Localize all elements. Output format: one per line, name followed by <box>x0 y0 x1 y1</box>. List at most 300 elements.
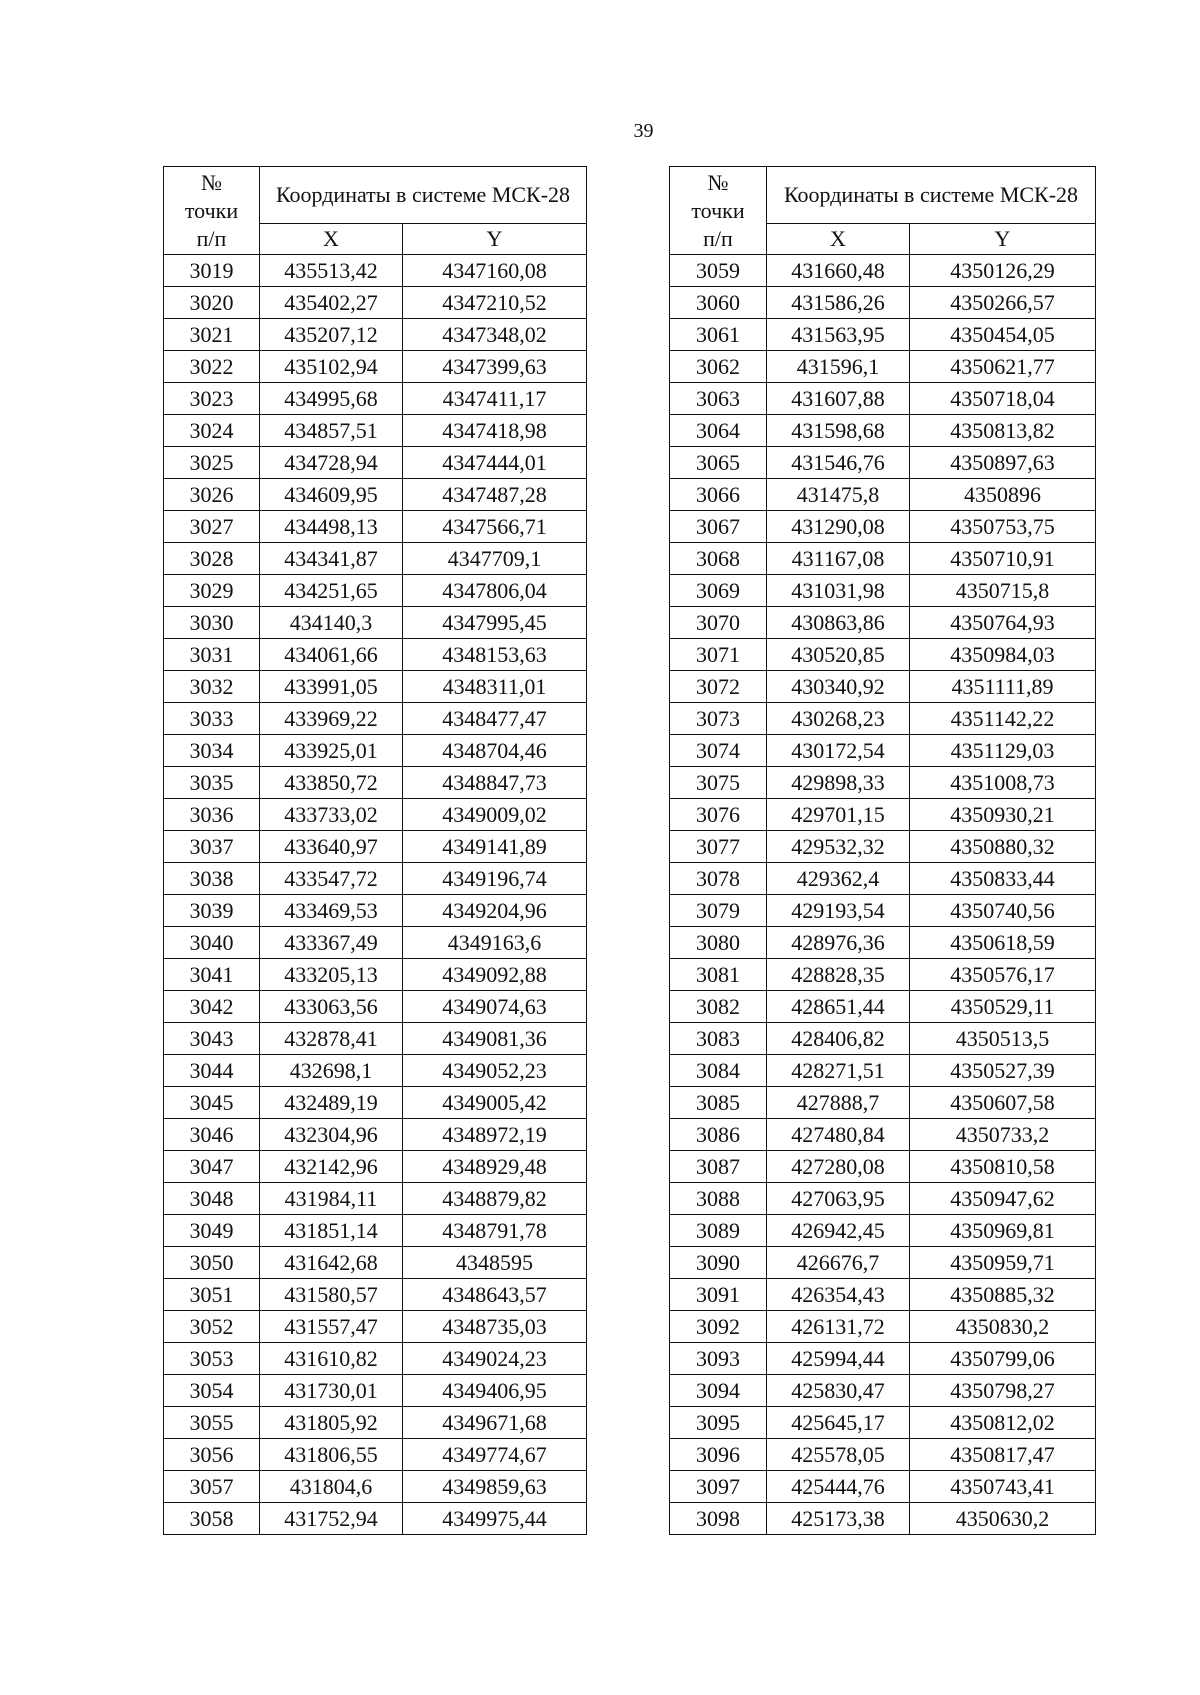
x-coordinate-cell: 433469,53 <box>260 895 403 927</box>
table-row <box>670 1343 1096 1375</box>
table-row <box>164 703 587 735</box>
table-row <box>670 415 1096 447</box>
point-number-cell: 3071 <box>670 639 767 671</box>
table-row <box>670 1183 1096 1215</box>
x-coordinate-cell: 431805,92 <box>260 1407 403 1439</box>
table-row <box>670 767 1096 799</box>
point-number-cell: 3090 <box>670 1247 767 1279</box>
x-coordinate-cell: 431660,48 <box>767 255 910 287</box>
table-row <box>670 1279 1096 1311</box>
point-number-cell: 3062 <box>670 351 767 383</box>
point-number-cell: 3042 <box>164 991 260 1023</box>
point-number-cell: 3026 <box>164 479 260 511</box>
x-coordinate-cell: 434140,3 <box>260 607 403 639</box>
x-coordinate-cell: 431752,94 <box>260 1503 403 1535</box>
x-coordinate-cell: 432142,96 <box>260 1151 403 1183</box>
x-coordinate-cell: 431167,08 <box>767 543 910 575</box>
point-number-cell: 3073 <box>670 703 767 735</box>
y-coordinate-cell: 4350812,02 <box>910 1407 1096 1439</box>
point-number-cell: 3035 <box>164 767 260 799</box>
point-number-cell: 3068 <box>670 543 767 575</box>
point-number-cell: 3047 <box>164 1151 260 1183</box>
y-coordinate-cell: 4350718,04 <box>910 383 1096 415</box>
point-number-cell: 3095 <box>670 1407 767 1439</box>
y-coordinate-cell: 4348704,46 <box>403 735 587 767</box>
x-coordinate-cell: 432304,96 <box>260 1119 403 1151</box>
x-coordinate-cell: 426131,72 <box>767 1311 910 1343</box>
table-row <box>164 1471 587 1503</box>
x-coordinate-cell: 433850,72 <box>260 767 403 799</box>
point-number-cell: 3025 <box>164 447 260 479</box>
y-coordinate-cell: 4350126,29 <box>910 255 1096 287</box>
x-coordinate-cell: 429193,54 <box>767 895 910 927</box>
y-coordinate-cell: 4350833,44 <box>910 863 1096 895</box>
header-num-word: точки <box>691 197 745 223</box>
point-number-cell: 3092 <box>670 1311 767 1343</box>
x-coordinate-cell: 431730,01 <box>260 1375 403 1407</box>
x-coordinate-cell: 425830,47 <box>767 1375 910 1407</box>
table-row <box>164 383 587 415</box>
point-number-cell: 3028 <box>164 543 260 575</box>
y-coordinate-cell: 4350799,06 <box>910 1343 1096 1375</box>
x-coordinate-cell: 433063,56 <box>260 991 403 1023</box>
y-coordinate-cell: 4350984,03 <box>910 639 1096 671</box>
point-number-cell: 3070 <box>670 607 767 639</box>
x-coordinate-cell: 431290,08 <box>767 511 910 543</box>
y-coordinate-cell: 4350607,58 <box>910 1087 1096 1119</box>
table-row <box>670 799 1096 831</box>
point-number-cell: 3057 <box>164 1471 260 1503</box>
x-coordinate-cell: 433547,72 <box>260 863 403 895</box>
y-coordinate-cell: 4347444,01 <box>403 447 587 479</box>
y-coordinate-cell: 4349196,74 <box>403 863 587 895</box>
y-coordinate-cell: 4350817,47 <box>910 1439 1096 1471</box>
table-row <box>670 1311 1096 1343</box>
table-row <box>164 735 587 767</box>
y-coordinate-cell: 4349009,02 <box>403 799 587 831</box>
point-number-cell: 3022 <box>164 351 260 383</box>
x-coordinate-cell: 425578,05 <box>767 1439 910 1471</box>
y-coordinate-cell: 4348879,82 <box>403 1183 587 1215</box>
x-coordinate-cell: 435207,12 <box>260 319 403 351</box>
table-row <box>164 639 587 671</box>
y-coordinate-cell: 4347566,71 <box>403 511 587 543</box>
header-coordinates: Координаты в системе МСК-28 <box>767 167 1096 224</box>
y-coordinate-cell: 4349163,6 <box>403 927 587 959</box>
point-number-cell: 3059 <box>670 255 767 287</box>
header-coordinates: Координаты в системе МСК-28 <box>260 167 587 224</box>
point-number-cell: 3088 <box>670 1183 767 1215</box>
y-coordinate-cell: 4350454,05 <box>910 319 1096 351</box>
table-row <box>164 1375 587 1407</box>
header-point-number <box>670 167 767 255</box>
point-number-cell: 3040 <box>164 927 260 959</box>
point-number-cell: 3051 <box>164 1279 260 1311</box>
y-coordinate-cell: 4349081,36 <box>403 1023 587 1055</box>
x-coordinate-cell: 430172,54 <box>767 735 910 767</box>
point-number-cell: 3084 <box>670 1055 767 1087</box>
point-number-cell: 3094 <box>670 1375 767 1407</box>
x-coordinate-cell: 431580,57 <box>260 1279 403 1311</box>
header-y: Y <box>403 224 587 255</box>
y-coordinate-cell: 4349859,63 <box>403 1471 587 1503</box>
point-number-cell: 3024 <box>164 415 260 447</box>
table-row <box>164 351 587 383</box>
table-row <box>164 287 587 319</box>
y-coordinate-cell: 4350959,71 <box>910 1247 1096 1279</box>
x-coordinate-cell: 427888,7 <box>767 1087 910 1119</box>
x-coordinate-cell: 428976,36 <box>767 927 910 959</box>
x-coordinate-cell: 433991,05 <box>260 671 403 703</box>
table-row <box>164 831 587 863</box>
y-coordinate-cell: 4350969,81 <box>910 1215 1096 1247</box>
y-coordinate-cell: 4350743,41 <box>910 1471 1096 1503</box>
point-number-cell: 3027 <box>164 511 260 543</box>
x-coordinate-cell: 428651,44 <box>767 991 910 1023</box>
point-number-cell: 3063 <box>670 383 767 415</box>
table-row <box>164 1407 587 1439</box>
x-coordinate-cell: 435102,94 <box>260 351 403 383</box>
y-coordinate-cell: 4350885,32 <box>910 1279 1096 1311</box>
y-coordinate-cell: 4347995,45 <box>403 607 587 639</box>
table-row <box>670 287 1096 319</box>
point-number-cell: 3050 <box>164 1247 260 1279</box>
table-row <box>164 1503 587 1535</box>
table-row <box>670 543 1096 575</box>
y-coordinate-cell: 4348791,78 <box>403 1215 587 1247</box>
point-number-cell: 3041 <box>164 959 260 991</box>
y-coordinate-cell: 4350733,2 <box>910 1119 1096 1151</box>
table-row <box>670 1151 1096 1183</box>
point-number-cell: 3078 <box>670 863 767 895</box>
point-number-cell: 3060 <box>670 287 767 319</box>
y-coordinate-cell: 4351008,73 <box>910 767 1096 799</box>
point-number-cell: 3044 <box>164 1055 260 1087</box>
table-row <box>164 1023 587 1055</box>
point-number-cell: 3098 <box>670 1503 767 1535</box>
table-row <box>670 1407 1096 1439</box>
x-coordinate-cell: 429532,32 <box>767 831 910 863</box>
x-coordinate-cell: 432698,1 <box>260 1055 403 1087</box>
x-coordinate-cell: 433640,97 <box>260 831 403 863</box>
point-number-cell: 3081 <box>670 959 767 991</box>
point-number-cell: 3039 <box>164 895 260 927</box>
y-coordinate-cell: 4348735,03 <box>403 1311 587 1343</box>
y-coordinate-cell: 4349406,95 <box>403 1375 587 1407</box>
table-row <box>670 447 1096 479</box>
table-row <box>670 511 1096 543</box>
table-row <box>164 1343 587 1375</box>
y-coordinate-cell: 4350798,27 <box>910 1375 1096 1407</box>
point-number-cell: 3053 <box>164 1343 260 1375</box>
x-coordinate-cell: 433925,01 <box>260 735 403 767</box>
point-number-cell: 3038 <box>164 863 260 895</box>
point-number-cell: 3043 <box>164 1023 260 1055</box>
point-number-cell: 3065 <box>670 447 767 479</box>
x-coordinate-cell: 430863,86 <box>767 607 910 639</box>
x-coordinate-cell: 432489,19 <box>260 1087 403 1119</box>
x-coordinate-cell: 430520,85 <box>767 639 910 671</box>
table-row <box>164 255 587 287</box>
point-number-cell: 3069 <box>670 575 767 607</box>
x-coordinate-cell: 425444,76 <box>767 1471 910 1503</box>
table-row <box>164 863 587 895</box>
header-point-number <box>164 167 260 255</box>
y-coordinate-cell: 4348643,57 <box>403 1279 587 1311</box>
y-coordinate-cell: 4348153,63 <box>403 639 587 671</box>
y-coordinate-cell: 4350513,5 <box>910 1023 1096 1055</box>
point-number-cell: 3091 <box>670 1279 767 1311</box>
x-coordinate-cell: 426942,45 <box>767 1215 910 1247</box>
table-row <box>670 1119 1096 1151</box>
x-coordinate-cell: 434061,66 <box>260 639 403 671</box>
y-coordinate-cell: 4350576,17 <box>910 959 1096 991</box>
y-coordinate-cell: 4350529,11 <box>910 991 1096 1023</box>
y-coordinate-cell: 4349092,88 <box>403 959 587 991</box>
table-row <box>670 927 1096 959</box>
table-row <box>670 671 1096 703</box>
point-number-cell: 3046 <box>164 1119 260 1151</box>
table-body-left <box>164 255 587 1535</box>
x-coordinate-cell: 431557,47 <box>260 1311 403 1343</box>
y-coordinate-cell: 4348929,48 <box>403 1151 587 1183</box>
x-coordinate-cell: 428271,51 <box>767 1055 910 1087</box>
y-coordinate-cell: 4349141,89 <box>403 831 587 863</box>
point-number-cell: 3096 <box>670 1439 767 1471</box>
x-coordinate-cell: 434498,13 <box>260 511 403 543</box>
header-num-word: точки <box>184 197 239 223</box>
table-row <box>164 511 587 543</box>
y-coordinate-cell: 4347399,63 <box>403 351 587 383</box>
x-coordinate-cell: 427063,95 <box>767 1183 910 1215</box>
x-coordinate-cell: 431607,88 <box>767 383 910 415</box>
table-row <box>164 1151 587 1183</box>
table-row <box>670 351 1096 383</box>
table-row <box>164 927 587 959</box>
x-coordinate-cell: 433367,49 <box>260 927 403 959</box>
x-coordinate-cell: 435513,42 <box>260 255 403 287</box>
x-coordinate-cell: 432878,41 <box>260 1023 403 1055</box>
point-number-cell: 3076 <box>670 799 767 831</box>
table-row <box>164 1439 587 1471</box>
x-coordinate-cell: 431031,98 <box>767 575 910 607</box>
header-num-abbrev: п/п <box>196 225 227 251</box>
y-coordinate-cell: 4350764,93 <box>910 607 1096 639</box>
table-row <box>164 991 587 1023</box>
y-coordinate-cell: 4347709,1 <box>403 543 587 575</box>
y-coordinate-cell: 4351142,22 <box>910 703 1096 735</box>
table-row <box>670 1087 1096 1119</box>
x-coordinate-cell: 431598,68 <box>767 415 910 447</box>
table-row <box>670 1439 1096 1471</box>
table-row <box>670 991 1096 1023</box>
y-coordinate-cell: 4349005,42 <box>403 1087 587 1119</box>
table-row <box>164 1119 587 1151</box>
y-coordinate-cell: 4351111,89 <box>910 671 1096 703</box>
table-row <box>164 607 587 639</box>
y-coordinate-cell: 4349074,63 <box>403 991 587 1023</box>
x-coordinate-cell: 430340,92 <box>767 671 910 703</box>
table-row <box>670 1375 1096 1407</box>
point-number-cell: 3034 <box>164 735 260 767</box>
table-row <box>164 415 587 447</box>
table-row <box>164 767 587 799</box>
y-coordinate-cell: 4348595 <box>403 1247 587 1279</box>
x-coordinate-cell: 431586,26 <box>767 287 910 319</box>
x-coordinate-cell: 426676,7 <box>767 1247 910 1279</box>
y-coordinate-cell: 4349774,67 <box>403 1439 587 1471</box>
header-num-abbrev: п/п <box>703 225 733 251</box>
y-coordinate-cell: 4350947,62 <box>910 1183 1096 1215</box>
table-row <box>670 639 1096 671</box>
x-coordinate-cell: 431596,1 <box>767 351 910 383</box>
x-coordinate-cell: 426354,43 <box>767 1279 910 1311</box>
y-coordinate-cell: 4350621,77 <box>910 351 1096 383</box>
y-coordinate-cell: 4349052,23 <box>403 1055 587 1087</box>
table-row <box>670 383 1096 415</box>
point-number-cell: 3031 <box>164 639 260 671</box>
table-body-right <box>670 255 1096 1535</box>
y-coordinate-cell: 4347487,28 <box>403 479 587 511</box>
y-coordinate-cell: 4347418,98 <box>403 415 587 447</box>
table-row <box>164 319 587 351</box>
x-coordinate-cell: 427280,08 <box>767 1151 910 1183</box>
y-coordinate-cell: 4349975,44 <box>403 1503 587 1535</box>
point-number-cell: 3079 <box>670 895 767 927</box>
x-coordinate-cell: 433969,22 <box>260 703 403 735</box>
y-coordinate-cell: 4347411,17 <box>403 383 587 415</box>
point-number-cell: 3020 <box>164 287 260 319</box>
point-number-cell: 3083 <box>670 1023 767 1055</box>
point-number-cell: 3089 <box>670 1215 767 1247</box>
table-row <box>670 1023 1096 1055</box>
x-coordinate-cell: 425645,17 <box>767 1407 910 1439</box>
y-coordinate-cell: 4350810,58 <box>910 1151 1096 1183</box>
x-coordinate-cell: 434995,68 <box>260 383 403 415</box>
table-row <box>164 479 587 511</box>
point-number-cell: 3085 <box>670 1087 767 1119</box>
table-row <box>670 1503 1096 1535</box>
x-coordinate-cell: 434341,87 <box>260 543 403 575</box>
x-coordinate-cell: 428406,82 <box>767 1023 910 1055</box>
table-row <box>164 1055 587 1087</box>
point-number-cell: 3019 <box>164 255 260 287</box>
x-coordinate-cell: 431806,55 <box>260 1439 403 1471</box>
y-coordinate-cell: 4350266,57 <box>910 287 1096 319</box>
table-row <box>670 575 1096 607</box>
point-number-cell: 3023 <box>164 383 260 415</box>
point-number-cell: 3075 <box>670 767 767 799</box>
point-number-cell: 3067 <box>670 511 767 543</box>
point-number-cell: 3052 <box>164 1311 260 1343</box>
y-coordinate-cell: 4348972,19 <box>403 1119 587 1151</box>
y-coordinate-cell: 4349204,96 <box>403 895 587 927</box>
table-row <box>670 1247 1096 1279</box>
table-row <box>164 447 587 479</box>
table-row <box>670 703 1096 735</box>
point-number-cell: 3055 <box>164 1407 260 1439</box>
header-x: X <box>260 224 403 255</box>
point-number-cell: 3032 <box>164 671 260 703</box>
x-coordinate-cell: 433733,02 <box>260 799 403 831</box>
table-row <box>164 575 587 607</box>
y-coordinate-cell: 4350930,21 <box>910 799 1096 831</box>
x-coordinate-cell: 428828,35 <box>767 959 910 991</box>
table-row <box>164 1247 587 1279</box>
point-number-cell: 3072 <box>670 671 767 703</box>
header-y: Y <box>910 224 1096 255</box>
y-coordinate-cell: 4350753,75 <box>910 511 1096 543</box>
table-row <box>164 543 587 575</box>
x-coordinate-cell: 431546,76 <box>767 447 910 479</box>
point-number-cell: 3045 <box>164 1087 260 1119</box>
table-row <box>670 1471 1096 1503</box>
y-coordinate-cell: 4350897,63 <box>910 447 1096 479</box>
table-row <box>670 863 1096 895</box>
y-coordinate-cell: 4350710,91 <box>910 543 1096 575</box>
table-row <box>670 831 1096 863</box>
table-row <box>670 1055 1096 1087</box>
y-coordinate-cell: 4350618,59 <box>910 927 1096 959</box>
point-number-cell: 3048 <box>164 1183 260 1215</box>
table-row <box>164 1311 587 1343</box>
point-number-cell: 3021 <box>164 319 260 351</box>
table-row <box>164 895 587 927</box>
table-row <box>670 959 1096 991</box>
y-coordinate-cell: 4350880,32 <box>910 831 1096 863</box>
x-coordinate-cell: 425173,38 <box>767 1503 910 1535</box>
y-coordinate-cell: 4350813,82 <box>910 415 1096 447</box>
point-number-cell: 3030 <box>164 607 260 639</box>
y-coordinate-cell: 4348847,73 <box>403 767 587 799</box>
coordinates-table-right <box>669 166 1096 1535</box>
x-coordinate-cell: 429362,4 <box>767 863 910 895</box>
point-number-cell: 3037 <box>164 831 260 863</box>
y-coordinate-cell: 4349671,68 <box>403 1407 587 1439</box>
y-coordinate-cell: 4351129,03 <box>910 735 1096 767</box>
y-coordinate-cell: 4348477,47 <box>403 703 587 735</box>
point-number-cell: 3097 <box>670 1471 767 1503</box>
table-row <box>164 1183 587 1215</box>
x-coordinate-cell: 429701,15 <box>767 799 910 831</box>
table-row <box>164 1087 587 1119</box>
point-number-cell: 3029 <box>164 575 260 607</box>
point-number-cell: 3093 <box>670 1343 767 1375</box>
x-coordinate-cell: 427480,84 <box>767 1119 910 1151</box>
y-coordinate-cell: 4350740,56 <box>910 895 1096 927</box>
coordinates-table-left <box>163 166 587 1535</box>
x-coordinate-cell: 434609,95 <box>260 479 403 511</box>
x-coordinate-cell: 431563,95 <box>767 319 910 351</box>
table-row <box>164 959 587 991</box>
x-coordinate-cell: 431475,8 <box>767 479 910 511</box>
x-coordinate-cell: 431642,68 <box>260 1247 403 1279</box>
point-number-cell: 3058 <box>164 1503 260 1535</box>
x-coordinate-cell: 431851,14 <box>260 1215 403 1247</box>
x-coordinate-cell: 425994,44 <box>767 1343 910 1375</box>
point-number-cell: 3036 <box>164 799 260 831</box>
x-coordinate-cell: 435402,27 <box>260 287 403 319</box>
table-row <box>164 799 587 831</box>
table-row <box>670 319 1096 351</box>
x-coordinate-cell: 433205,13 <box>260 959 403 991</box>
point-number-cell: 3056 <box>164 1439 260 1471</box>
point-number-cell: 3087 <box>670 1151 767 1183</box>
point-number-cell: 3082 <box>670 991 767 1023</box>
table-row <box>164 671 587 703</box>
y-coordinate-cell: 4349024,23 <box>403 1343 587 1375</box>
table-row <box>670 895 1096 927</box>
